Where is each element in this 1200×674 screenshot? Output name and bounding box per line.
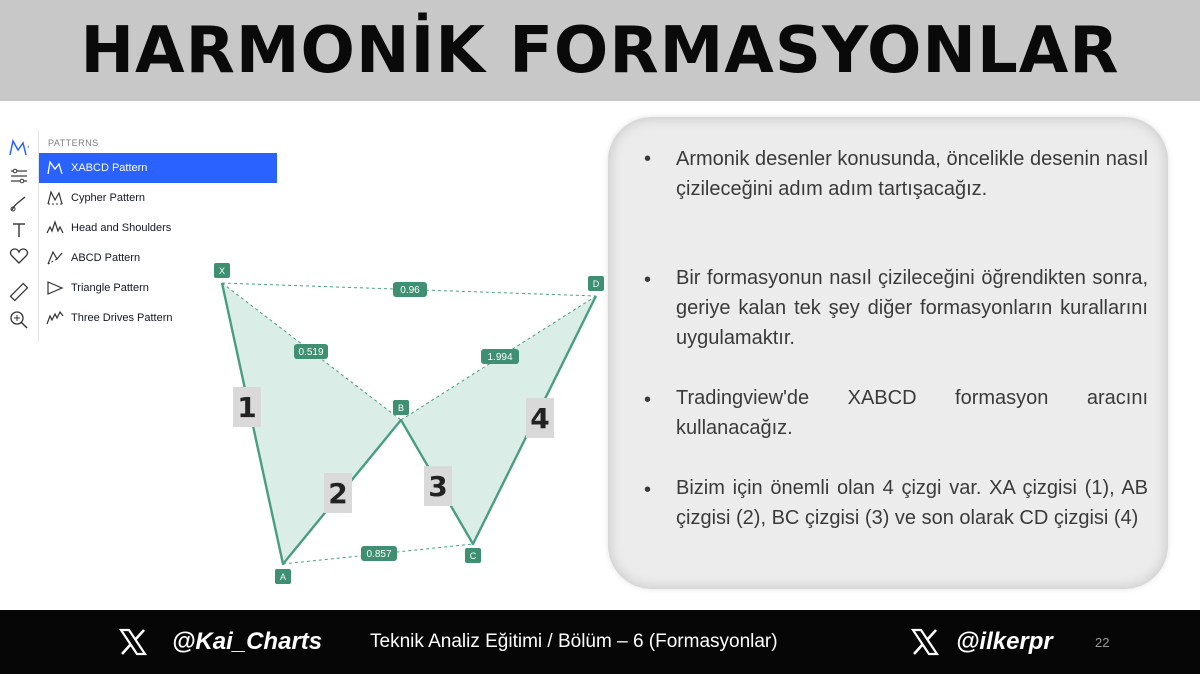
leg-number-cd: 4 (526, 398, 554, 438)
leg-number-bc: 3 (424, 466, 452, 506)
left-handle[interactable]: @Kai_Charts (172, 628, 323, 655)
svg-text:1.994: 1.994 (487, 352, 513, 363)
svg-text:A: A (279, 572, 287, 582)
svg-text:0.96: 0.96 (400, 285, 420, 296)
x-logo-icon (910, 627, 940, 657)
svg-text:C: C (469, 551, 477, 561)
bullet-marker: • (644, 148, 652, 170)
ratio-badge-xd (393, 282, 427, 297)
svg-text:B: B (397, 403, 405, 413)
bullet-text-3: Tradingview'de XABCD formasyon aracını kullanacağız. (676, 387, 1148, 439)
footer-bar (0, 610, 1200, 674)
bullet-marker: • (644, 479, 652, 501)
bullet-text-1: Armonik desenler konusunda, öncelikle desenin nasıl çizileceğini adım adım tartışacağız. (676, 148, 1148, 200)
svg-text:D: D (592, 279, 600, 289)
point-a-marker[interactable] (275, 569, 291, 584)
point-b-marker[interactable] (393, 400, 409, 415)
menu-item-label: Cypher Pattern (71, 192, 145, 204)
point-c-marker[interactable] (465, 548, 481, 563)
slide-title: HARMONİK FORMASYONLAR (80, 13, 1120, 88)
leg-number-xa: 1 (233, 387, 261, 427)
bullet-marker: • (644, 389, 652, 411)
course-title: Teknik Analiz Eğitimi / Bölüm – 6 (Formasyonlar) (370, 631, 778, 652)
ratio-badge-ac (361, 546, 397, 561)
page-number: 22 (1095, 635, 1110, 650)
right-handle[interactable]: @ilkerpr (956, 628, 1053, 655)
svg-text:0.519: 0.519 (298, 347, 324, 358)
svg-text:X: X (218, 266, 226, 276)
ratio-badge-xb (294, 344, 328, 359)
bullet-marker: • (644, 269, 652, 291)
bullet-text-2: Bir formasyonun nasıl çizileceğini öğrendikten sonra, geriye kalan tek şey diğer formasyonların kurallarını uygulamaktır. (676, 267, 1148, 349)
bullet-text-4: Bizim için önemli olan 4 çizgi var. XA çizgisi (1), AB çizgisi (2), BC çizgisi (3) ve son olarak CD çizgisi (4) (676, 477, 1148, 529)
explanation-card (608, 117, 1168, 589)
menu-item-label: Head and Shoulders (71, 222, 172, 234)
menu-item-label: XABCD Pattern (71, 162, 148, 174)
leg-number-ab: 2 (324, 473, 352, 513)
menu-item-label: ABCD Pattern (71, 252, 141, 264)
menu-item-label: Three Drives Pattern (71, 312, 173, 324)
x-logo-icon (118, 627, 148, 657)
ratio-badge-bd (481, 349, 519, 364)
patterns-section-header: PATTERNS (48, 138, 99, 148)
bcd-triangle (401, 296, 596, 544)
svg-text:‹: ‹ (27, 143, 30, 151)
menu-item-label: Triangle Pattern (71, 282, 149, 294)
point-d-marker[interactable] (588, 276, 604, 291)
point-x-marker[interactable] (214, 263, 230, 278)
svg-text:0.857: 0.857 (366, 549, 392, 560)
